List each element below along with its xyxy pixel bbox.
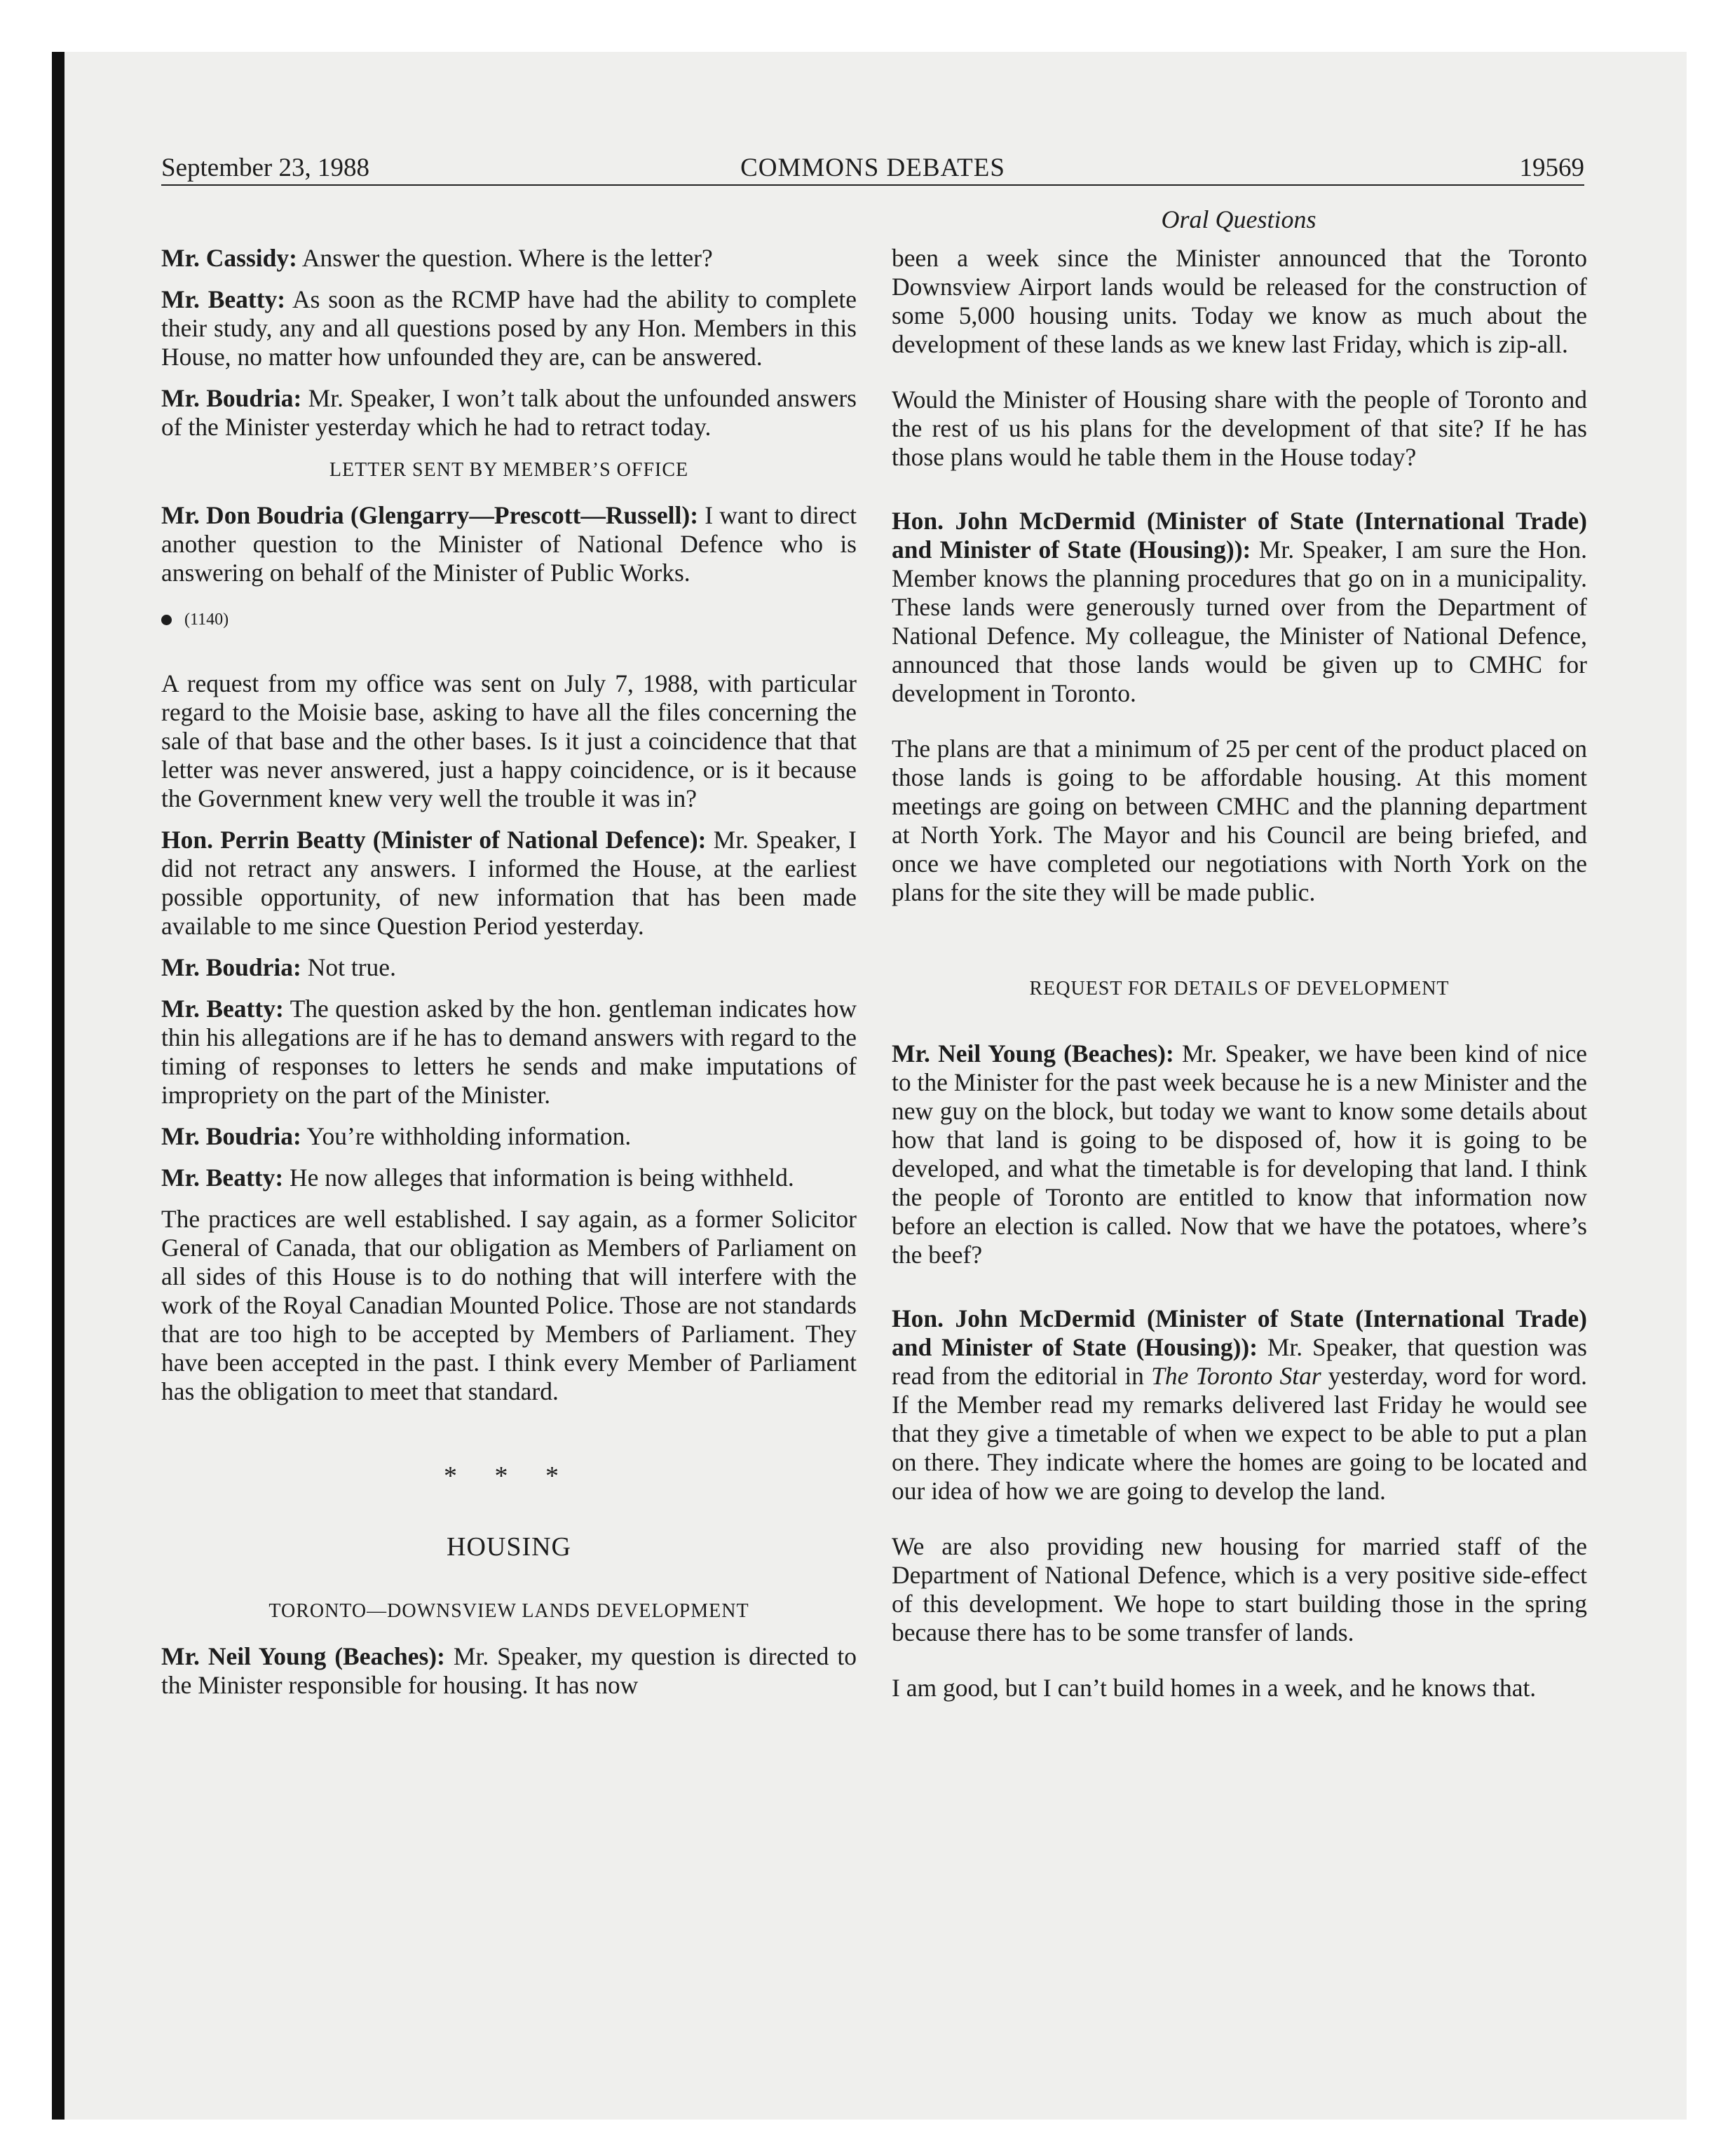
page-number: 19569 <box>1519 153 1584 182</box>
time-stamp-text: (1140) <box>184 610 229 629</box>
paragraph <box>892 1674 1587 1703</box>
paragraph <box>892 507 1587 708</box>
bullet-icon <box>161 615 172 625</box>
paragraph <box>892 244 1587 359</box>
speaker: Mr. Don Boudria (Glengarry—Prescott—Russell): <box>161 501 699 529</box>
speech: A request from my office was sent on July 7, 1988, with particular regard to the Moisie base, asking to have all the files concerning the sale of that base and the other bases. Is it just a coincidence that that letter was never answered, just a happy coincidence, or is it because the Government knew very well the trouble it was in? <box>161 669 857 812</box>
paragraph <box>161 1642 857 1700</box>
paragraph <box>161 826 857 941</box>
running-head: Oral Questions <box>1161 205 1316 233</box>
scan-edge-shadow <box>52 52 64 2120</box>
speaker: Hon. John McDermid (Minister of State (International Trade) and Minister of State (Housing)): <box>892 507 1587 564</box>
speech: The plans are that a minimum of 25 per cent of the product placed on those lands is going to be affordable housing. At this moment meetings are going on between CMHC and the planning department at North York. The Mayor and his Council are being briefed, and once we have completed our negotiations with North York on the plans for the site they will be made public. <box>892 735 1587 906</box>
publication-name: The Toronto Star <box>1151 1362 1321 1390</box>
speaker: Mr. Boudria: <box>161 1122 301 1150</box>
speech: Not true. <box>301 953 396 981</box>
paragraph <box>161 285 857 371</box>
paragraph <box>892 1304 1587 1506</box>
paragraph <box>892 1039 1587 1269</box>
paragraph <box>161 384 857 442</box>
speaker: Mr. Boudria: <box>161 384 302 412</box>
paragraph <box>161 501 857 587</box>
speaker: Mr. Cassidy: <box>161 244 297 272</box>
speech: We are also providing new housing for married staff of the Department of National Defence, which is a very positive side-effect of this development. We hope to start building those in the spring because there has to be some transfer of lands. <box>892 1532 1587 1646</box>
speech: Mr. Speaker, I won’t talk about the unfounded answers of the Minister yesterday which he had to retract today. <box>161 384 857 441</box>
speech: The question asked by the hon. gentleman indicates how thin his allegations are if he has to demand answers with regard to the timing of responses to letters he sends and make imputations of impropriety on the part of the Minister. <box>161 995 857 1109</box>
header-rule <box>161 184 1584 186</box>
publication-title: COMMONS DEBATES <box>740 153 1005 182</box>
paragraph <box>161 669 857 813</box>
speaker: Hon. John McDermid (Minister of State (International Trade) and Minister of State (Housing)): <box>892 1304 1587 1361</box>
section-heading: REQUEST FOR DETAILS OF DEVELOPMENT <box>1029 978 1450 999</box>
section-title: HOUSING <box>447 1532 571 1562</box>
speech: Answer the question. Where is the letter? <box>297 244 713 272</box>
paragraph <box>161 995 857 1110</box>
speech: You’re withholding information. <box>301 1122 632 1150</box>
speech: I want to direct another question to the Minister of National Defence who is answering on behalf of the Minister of Public Works. <box>161 501 857 587</box>
speech: The practices are well established. I say again, as a former Solicitor General of Canada, that our obligation as Members of Parliament on all sides of this House is to do nothing that will interfere with the work of the Royal Canadian Mounted Police. Those are not standards that are too high to be accepted by Members of Parliament. They have been accepted in the past. I think every Member of Parliament has the obligation to meet that standard. <box>161 1205 857 1405</box>
right-column <box>892 244 1587 1715</box>
speech: Mr. Speaker, I am sure the Hon. Member knows the planning procedures that go on in a municipality. These lands were generously turned over from the Department of National Defence. My colleague, the Minister of National Defence, announced that those lands would be given up to CMHC for development in Toronto. <box>892 535 1587 707</box>
paragraph <box>161 1122 857 1151</box>
speaker: Mr. Beatty: <box>161 1164 284 1192</box>
header-date: September 23, 1988 <box>161 153 369 182</box>
speaker: Mr. Beatty: <box>161 995 284 1023</box>
paragraph <box>161 244 857 273</box>
section-heading: TORONTO—DOWNSVIEW LANDS DEVELOPMENT <box>268 1600 749 1622</box>
section-heading: LETTER SENT BY MEMBER’S OFFICE <box>329 459 689 481</box>
speech: Mr. Speaker, that question was read from the editorial in <box>892 1333 1587 1390</box>
page-header <box>161 153 1584 188</box>
speech: yesterday, word for word. If the Member read my remarks delivered last Friday he would see that they give a timetable of when we expect to be able to put a plan on there. They indicate where the homes are going to be located and our idea of how we are going to develop the land. <box>892 1362 1587 1505</box>
paragraph <box>892 1532 1587 1647</box>
paragraph <box>892 735 1587 907</box>
speaker: Mr. Neil Young (Beaches): <box>161 1642 445 1670</box>
paragraph <box>161 1205 857 1406</box>
left-column <box>161 244 857 1712</box>
speech: As soon as the RCMP have had the ability to complete their study, any and all questions posed by any Hon. Members in this House, no matter how unfounded they are, can be answered. <box>161 285 857 371</box>
speech: I am good, but I can’t build homes in a week, and he knows that. <box>892 1674 1537 1702</box>
speech: Mr. Speaker, my question is directed to the Minister responsible for housing. It has now <box>161 1642 857 1699</box>
speech: He now alleges that information is being withheld. <box>283 1164 794 1192</box>
speech: been a week since the Minister announced that the Toronto Downsview Airport lands would be released for the construction of some 5,000 housing units. Today we know as much about the development of these lands as we knew last Friday, which is zip-all. <box>892 244 1587 358</box>
paragraph <box>161 953 857 982</box>
section-separator: * * * <box>444 1461 574 1491</box>
speaker: Mr. Neil Young (Beaches): <box>892 1039 1174 1067</box>
time-stamp <box>161 606 857 634</box>
speech: Mr. Speaker, I did not retract any answers. I informed the House, at the earliest possible opportunity, of new information that has been made available to me since Question Period yesterday. <box>161 826 857 940</box>
speech: Would the Minister of Housing share with the people of Toronto and the rest of us his plans for the development of that site? If he has those plans would he table them in the House today? <box>892 386 1587 471</box>
paragraph <box>161 1164 857 1192</box>
paragraph <box>892 386 1587 472</box>
speech: Mr. Speaker, we have been kind of nice to the Minister for the past week because he is a new Minister and the new guy on the block, but today we want to know some details about how that land is going to be disposed of, how it is going to be developed, and what the timetable is for developing that land. I think the people of Toronto are entitled to know that information now before an election is called. Now that we have the potatoes, where’s the beef? <box>892 1039 1587 1269</box>
speaker: Mr. Boudria: <box>161 953 301 981</box>
speaker: Mr. Beatty: <box>161 285 286 313</box>
speaker: Hon. Perrin Beatty (Minister of National Defence): <box>161 826 707 854</box>
